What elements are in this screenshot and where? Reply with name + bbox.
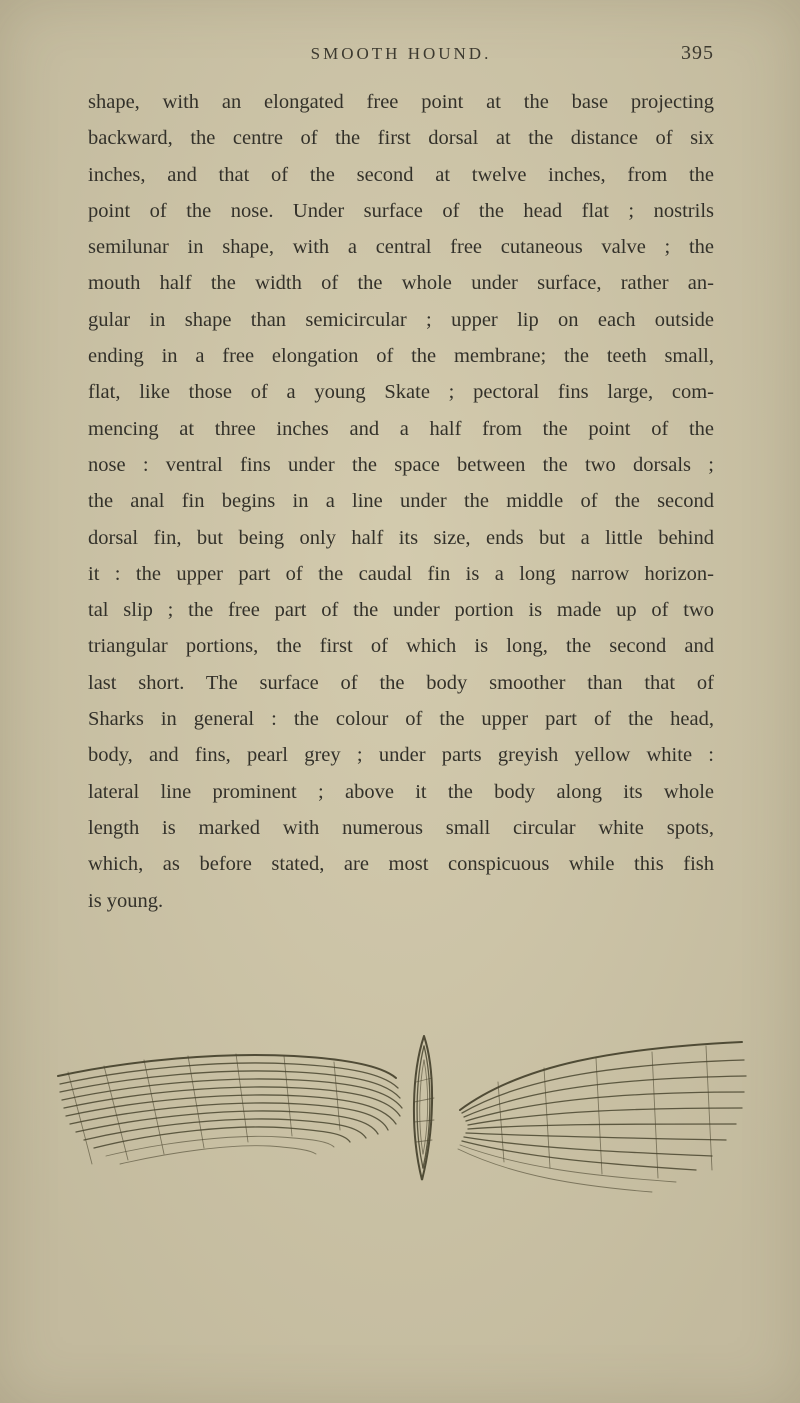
text-line: mencing at three inches and a half from the point of the <box>88 417 714 440</box>
text-line: Sharks in general : the colour of the upper part of the head, <box>88 708 714 731</box>
text-line: shape, with an elongated free point at the base projecting <box>88 91 714 113</box>
text-line: triangular portions, the first of which is long, the second and <box>88 635 714 658</box>
text-line: tal slip ; the free part of the under portion is made up of two <box>88 599 714 622</box>
text-line: the anal fin begins in a line under the middle of the second <box>88 490 714 513</box>
text-line: body, and fins, pearl grey ; under parts greyish yellow white : <box>88 744 714 767</box>
body-text <box>88 84 714 919</box>
fin-engraving-illustration <box>52 1012 752 1222</box>
text-line: dorsal fin, but being only half its size, ends but a little behind <box>88 526 714 549</box>
text-line: flat, like those of a young Skate ; pectoral fins large, com- <box>88 381 714 404</box>
page-number: 395 <box>681 42 714 64</box>
text-line: length is marked with numerous small circular white spots, <box>88 816 714 839</box>
text-line: ending in a free elongation of the membrane; the teeth small, <box>88 345 714 368</box>
text-line: mouth half the width of the whole under surface, rather an- <box>88 272 714 295</box>
text-line: inches, and that of the second at twelve inches, from the <box>88 163 714 186</box>
text-line: semilunar in shape, with a central free cutaneous valve ; the <box>88 236 714 259</box>
text-line: gular in shape than semicircular ; upper lip on each outside <box>88 308 714 331</box>
text-line: is young. <box>88 889 164 912</box>
text-line: nose : ventral fins under the space between the two dorsals ; <box>88 453 714 476</box>
text-line: lateral line prominent ; above it the body along its whole <box>88 780 714 803</box>
text-line: it : the upper part of the caudal fin is a long narrow horizon- <box>88 562 714 585</box>
text-line: last short. The surface of the body smoother than that of <box>88 671 714 694</box>
text-line: backward, the centre of the first dorsal at the distance of six <box>88 127 714 150</box>
text-line: point of the nose. Under surface of the head flat ; nostrils <box>88 199 714 222</box>
fin-engraving-svg <box>52 1012 752 1222</box>
text-line: which, as before stated, are most conspicuous while this fish <box>88 853 714 876</box>
page-title: SMOOTH HOUND. <box>310 44 492 63</box>
running-head <box>88 44 714 70</box>
